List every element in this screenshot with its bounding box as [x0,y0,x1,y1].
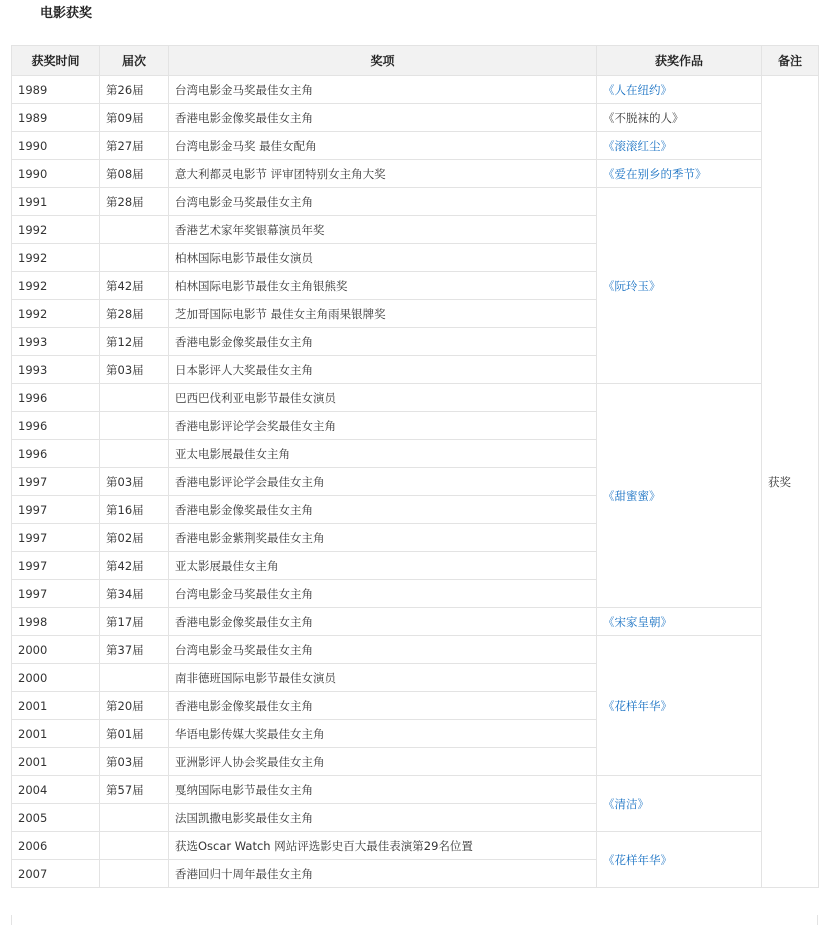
cell-work: 《不脱袜的人》 [597,104,762,132]
cell-session [100,832,169,860]
cell-session: 第26届 [100,76,169,104]
cell-session [100,664,169,692]
cell-year: 1992 [12,216,100,244]
cell-session [100,216,169,244]
cell-year: 2001 [12,692,100,720]
table-row [12,160,819,188]
cell-year: 1998 [12,608,100,636]
cell-award: 柏林国际电影节最佳女演员 [169,244,597,272]
section-title: 电影获奖 [40,6,93,21]
cell-session: 第03届 [100,748,169,776]
cell-award: 香港电影金像奖最佳女主角 [169,328,597,356]
cell-year: 1993 [12,328,100,356]
cell-award: 台湾电影金马奖最佳女主角 [169,188,597,216]
cell-session: 第02届 [100,524,169,552]
cell-award: 南非德班国际电影节最佳女演员 [169,664,597,692]
cell-award: 香港艺术家年奖银幕演员年奖 [169,216,597,244]
cell-year: 1997 [12,524,100,552]
cell-session: 第27届 [100,132,169,160]
cell-year: 1989 [12,104,100,132]
cell-award: 台湾电影金马奖 最佳女配角 [169,132,597,160]
cell-award: 芝加哥国际电影节 最佳女主角雨果银牌奖 [169,300,597,328]
cell-award: 柏林国际电影节最佳女主角银熊奖 [169,272,597,300]
cell-award: 巴西巴伐利亚电影节最佳女演员 [169,384,597,412]
cell-year: 1996 [12,412,100,440]
cell-award: 日本影评人大奖最佳女主角 [169,356,597,384]
cell-award: 台湾电影金马奖最佳女主角 [169,636,597,664]
work-link[interactable]: 《爱在别乡的季节》 [597,160,762,188]
header-note: 备注 [762,46,819,76]
cell-session: 第03届 [100,356,169,384]
cell-session: 第34届 [100,580,169,608]
cell-award: 台湾电影金马奖最佳女主角 [169,76,597,104]
cell-award: 台湾电影金马奖最佳女主角 [169,580,597,608]
table-row [12,776,819,804]
cell-year: 1989 [12,76,100,104]
cell-session [100,860,169,888]
cell-year: 1993 [12,356,100,384]
cell-session: 第57届 [100,776,169,804]
cell-session: 第20届 [100,692,169,720]
cell-award: 亚太影展最佳女主角 [169,552,597,580]
cell-award: 香港电影金像奖最佳女主角 [169,496,597,524]
cell-award: 香港电影金像奖最佳女主角 [169,608,597,636]
cell-award: 法国凯撒电影奖最佳女主角 [169,804,597,832]
table-row [12,132,819,160]
table-row [12,384,819,412]
cell-year: 1992 [12,244,100,272]
cell-session [100,412,169,440]
cell-session: 第42届 [100,552,169,580]
cell-award: 香港电影金像奖最佳女主角 [169,104,597,132]
header-session: 届次 [100,46,169,76]
work-link[interactable]: 《花样年华》 [597,832,762,888]
cell-award: 亚太电影展最佳女主角 [169,440,597,468]
cell-year: 2007 [12,860,100,888]
cell-year: 2001 [12,748,100,776]
cell-year: 2001 [12,720,100,748]
cell-session: 第28届 [100,300,169,328]
cell-year: 2004 [12,776,100,804]
table-row [12,636,819,664]
work-link[interactable]: 《甜蜜蜜》 [597,384,762,608]
cell-session [100,804,169,832]
cell-award: 华语电影传媒大奖最佳女主角 [169,720,597,748]
work-link[interactable]: 《人在纽约》 [597,76,762,104]
cell-session: 第17届 [100,608,169,636]
cell-year: 1997 [12,580,100,608]
header-award: 奖项 [169,46,597,76]
cell-year: 2000 [12,636,100,664]
cell-session: 第42届 [100,272,169,300]
table-row [12,76,819,104]
cell-award: 亚洲影评人协会奖最佳女主角 [169,748,597,776]
table-row [12,832,819,860]
cell-year: 1996 [12,440,100,468]
cell-session: 第03届 [100,468,169,496]
table-row [12,104,819,132]
cell-year: 1992 [12,272,100,300]
cell-award: 香港电影金紫荆奖最佳女主角 [169,524,597,552]
table-row [12,188,819,216]
cell-year: 2005 [12,804,100,832]
cell-award: 意大利都灵电影节 评审团特别女主角大奖 [169,160,597,188]
cell-award: 香港电影评论学会奖最佳女主角 [169,412,597,440]
cell-year: 1997 [12,496,100,524]
awards-table [11,45,819,888]
cell-session [100,440,169,468]
cell-year: 1992 [12,300,100,328]
cell-award: 香港电影金像奖最佳女主角 [169,692,597,720]
cell-session: 第28届 [100,188,169,216]
cell-session: 第37届 [100,636,169,664]
cell-note: 获奖 [762,76,819,888]
work-link[interactable]: 《滚滚红尘》 [597,132,762,160]
table-footer-edge [11,915,818,925]
work-link[interactable]: 《清洁》 [597,776,762,832]
table-row [12,608,819,636]
cell-session: 第12届 [100,328,169,356]
cell-year: 1997 [12,552,100,580]
cell-session: 第09届 [100,104,169,132]
cell-year: 1991 [12,188,100,216]
header-work: 获奖作品 [597,46,762,76]
cell-session: 第08届 [100,160,169,188]
cell-year: 1990 [12,160,100,188]
cell-year: 2000 [12,664,100,692]
table-header-row [12,46,819,76]
cell-year: 1990 [12,132,100,160]
cell-session: 第01届 [100,720,169,748]
work-link[interactable]: 《阮玲玉》 [597,188,762,384]
work-link[interactable]: 《花样年华》 [597,636,762,776]
work-link[interactable]: 《宋家皇朝》 [597,608,762,636]
cell-award: 香港电影评论学会最佳女主角 [169,468,597,496]
cell-year: 1996 [12,384,100,412]
cell-award: 获选Oscar Watch 网站评选影史百大最佳表演第29名位置 [169,832,597,860]
cell-session: 第16届 [100,496,169,524]
header-year: 获奖时间 [12,46,100,76]
cell-award: 香港回归十周年最佳女主角 [169,860,597,888]
awards-table-body [12,76,819,888]
cell-year: 1997 [12,468,100,496]
cell-session [100,384,169,412]
cell-award: 戛纳国际电影节最佳女主角 [169,776,597,804]
cell-session [100,244,169,272]
cell-year: 2006 [12,832,100,860]
